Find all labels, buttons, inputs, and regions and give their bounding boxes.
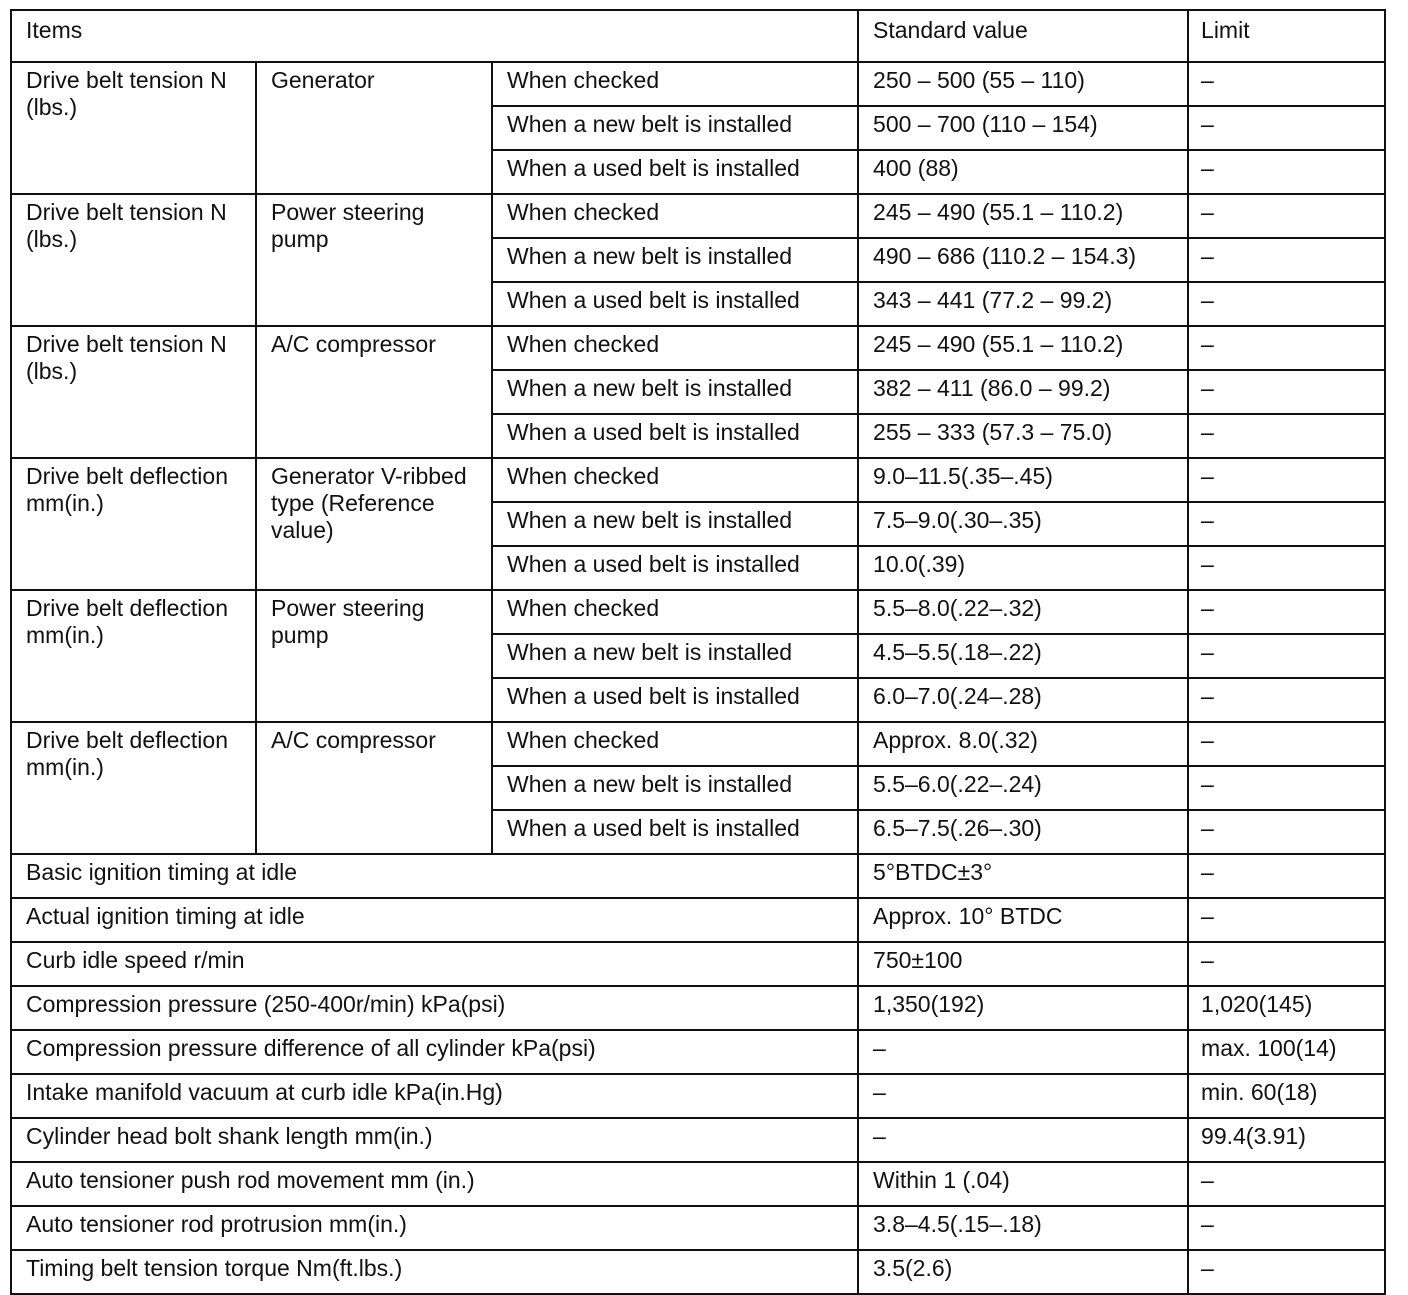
standard-value-cell: 400 (88) [858, 150, 1188, 194]
limit-cell: – [1188, 678, 1385, 722]
condition-cell: When a used belt is installed [492, 282, 858, 326]
limit-cell: – [1188, 282, 1385, 326]
standard-value-cell: 10.0(.39) [858, 546, 1188, 590]
standard-value-cell: – [858, 1030, 1188, 1074]
standard-value-cell: – [858, 1118, 1188, 1162]
condition-cell: When a new belt is installed [492, 766, 858, 810]
component-cell: A/C compressor [256, 722, 492, 854]
standard-value-cell: 750±100 [858, 942, 1188, 986]
limit-cell: – [1188, 1250, 1385, 1294]
condition-cell: When a used belt is installed [492, 414, 858, 458]
condition-cell: When a used belt is installed [492, 546, 858, 590]
limit-cell: – [1188, 502, 1385, 546]
limit-cell: – [1188, 942, 1385, 986]
limit-cell: – [1188, 150, 1385, 194]
condition-cell: When a new belt is installed [492, 634, 858, 678]
standard-value-cell: – [858, 1074, 1188, 1118]
limit-cell: – [1188, 722, 1385, 766]
item-cell: Curb idle speed r/min [11, 942, 858, 986]
item-cell: Drive belt tension N (lbs.) [11, 326, 256, 458]
standard-value-cell: 9.0–11.5(.35–.45) [858, 458, 1188, 502]
limit-cell: – [1188, 1206, 1385, 1250]
standard-value-cell: 5.5–8.0(.22–.32) [858, 590, 1188, 634]
table-row [11, 326, 1385, 370]
limit-cell: – [1188, 238, 1385, 282]
limit-cell: – [1188, 62, 1385, 106]
condition-cell: When a used belt is installed [492, 678, 858, 722]
table-row [11, 854, 1385, 898]
limit-cell: – [1188, 854, 1385, 898]
standard-value-cell: 1,350(192) [858, 986, 1188, 1030]
table-row [11, 898, 1385, 942]
limit-cell: 1,020(145) [1188, 986, 1385, 1030]
header-row [11, 10, 1385, 62]
standard-value-cell: 255 – 333 (57.3 – 75.0) [858, 414, 1188, 458]
limit-cell: – [1188, 106, 1385, 150]
limit-cell: – [1188, 326, 1385, 370]
condition-cell: When a new belt is installed [492, 502, 858, 546]
standard-value-cell: Approx. 8.0(.32) [858, 722, 1188, 766]
item-cell: Intake manifold vacuum at curb idle kPa(in.Hg) [11, 1074, 858, 1118]
component-cell: Generator [256, 62, 492, 194]
component-cell: Power steering pump [256, 194, 492, 326]
table-row [11, 1030, 1385, 1074]
component-cell: Power steering pump [256, 590, 492, 722]
limit-cell: – [1188, 458, 1385, 502]
limit-cell: – [1188, 590, 1385, 634]
limit-cell: 99.4(3.91) [1188, 1118, 1385, 1162]
standard-value-cell: 4.5–5.5(.18–.22) [858, 634, 1188, 678]
condition-cell: When checked [492, 458, 858, 502]
table-row [11, 1250, 1385, 1294]
standard-value-cell: 7.5–9.0(.30–.35) [858, 502, 1188, 546]
standard-value-cell: 6.0–7.0(.24–.28) [858, 678, 1188, 722]
limit-cell: – [1188, 546, 1385, 590]
limit-cell: – [1188, 414, 1385, 458]
condition-cell: When a new belt is installed [492, 106, 858, 150]
component-cell: Generator V-ribbed type (Reference value) [256, 458, 492, 590]
standard-value-cell: Within 1 (.04) [858, 1162, 1188, 1206]
standard-value-cell: 5°BTDC±3° [858, 854, 1188, 898]
item-cell: Cylinder head bolt shank length mm(in.) [11, 1118, 858, 1162]
item-cell: Auto tensioner rod protrusion mm(in.) [11, 1206, 858, 1250]
item-cell: Drive belt deflection mm(in.) [11, 458, 256, 590]
item-cell: Drive belt deflection mm(in.) [11, 722, 256, 854]
limit-cell: – [1188, 810, 1385, 854]
item-cell: Compression pressure difference of all cylinder kPa(psi) [11, 1030, 858, 1074]
table-row [11, 1206, 1385, 1250]
component-cell: A/C compressor [256, 326, 492, 458]
item-cell: Drive belt tension N (lbs.) [11, 62, 256, 194]
condition-cell: When a used belt is installed [492, 810, 858, 854]
standard-value-cell: 250 – 500 (55 – 110) [858, 62, 1188, 106]
limit-cell: – [1188, 370, 1385, 414]
item-cell: Basic ignition timing at idle [11, 854, 858, 898]
table-row [11, 458, 1385, 502]
condition-cell: When checked [492, 590, 858, 634]
limit-cell: – [1188, 194, 1385, 238]
item-cell: Drive belt tension N (lbs.) [11, 194, 256, 326]
limit-cell: – [1188, 634, 1385, 678]
header-items: Items [11, 10, 858, 62]
item-cell: Timing belt tension torque Nm(ft.lbs.) [11, 1250, 858, 1294]
specifications-table [10, 9, 1386, 1295]
limit-cell: – [1188, 1162, 1385, 1206]
limit-cell: max. 100(14) [1188, 1030, 1385, 1074]
condition-cell: When checked [492, 194, 858, 238]
standard-value-cell: 382 – 411 (86.0 – 99.2) [858, 370, 1188, 414]
table-row [11, 194, 1385, 238]
table-row [11, 942, 1385, 986]
standard-value-cell: 245 – 490 (55.1 – 110.2) [858, 194, 1188, 238]
standard-value-cell: 490 – 686 (110.2 – 154.3) [858, 238, 1188, 282]
condition-cell: When a new belt is installed [492, 370, 858, 414]
table-row [11, 986, 1385, 1030]
limit-cell: – [1188, 898, 1385, 942]
condition-cell: When checked [492, 62, 858, 106]
item-cell: Drive belt deflection mm(in.) [11, 590, 256, 722]
item-cell: Actual ignition timing at idle [11, 898, 858, 942]
standard-value-cell: 3.8–4.5(.15–.18) [858, 1206, 1188, 1250]
condition-cell: When checked [492, 722, 858, 766]
header-standard-value: Standard value [858, 10, 1188, 62]
table-row [11, 1074, 1385, 1118]
standard-value-cell: 245 – 490 (55.1 – 110.2) [858, 326, 1188, 370]
limit-cell: – [1188, 766, 1385, 810]
condition-cell: When checked [492, 326, 858, 370]
item-cell: Compression pressure (250-400r/min) kPa(psi) [11, 986, 858, 1030]
table-row [11, 1118, 1385, 1162]
standard-value-cell: 500 – 700 (110 – 154) [858, 106, 1188, 150]
standard-value-cell: 6.5–7.5(.26–.30) [858, 810, 1188, 854]
limit-cell: min. 60(18) [1188, 1074, 1385, 1118]
table-row [11, 62, 1385, 106]
table-row [11, 590, 1385, 634]
standard-value-cell: 5.5–6.0(.22–.24) [858, 766, 1188, 810]
standard-value-cell: 3.5(2.6) [858, 1250, 1188, 1294]
item-cell: Auto tensioner push rod movement mm (in.) [11, 1162, 858, 1206]
header-limit: Limit [1188, 10, 1385, 62]
table-row [11, 722, 1385, 766]
condition-cell: When a used belt is installed [492, 150, 858, 194]
standard-value-cell: 343 – 441 (77.2 – 99.2) [858, 282, 1188, 326]
table-row [11, 1162, 1385, 1206]
condition-cell: When a new belt is installed [492, 238, 858, 282]
standard-value-cell: Approx. 10° BTDC [858, 898, 1188, 942]
